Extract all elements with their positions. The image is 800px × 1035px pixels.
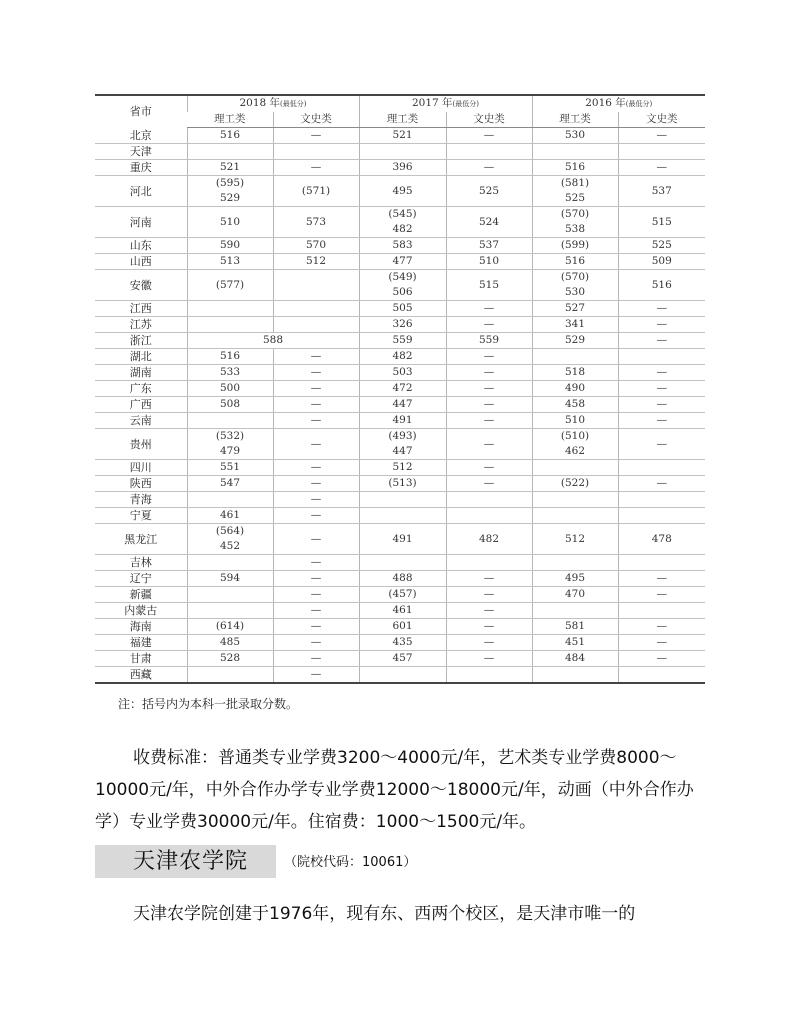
score-cell: — xyxy=(273,128,359,144)
table-row xyxy=(95,651,705,667)
score-cell: 488 xyxy=(359,571,446,587)
score-cell: — xyxy=(273,349,359,365)
score-cell: 484 xyxy=(532,651,618,667)
score-cell: 396 xyxy=(359,160,446,176)
year-header-2016: 2016 年(最低分) xyxy=(532,95,705,112)
category-header: 理工类 xyxy=(532,112,618,128)
score-cell: 533 xyxy=(187,365,273,381)
province-cell: 山西 xyxy=(95,254,187,270)
score-cell: 510 xyxy=(532,413,618,429)
table-row xyxy=(95,254,705,270)
score-cell xyxy=(532,460,618,476)
score-cell: 528 xyxy=(187,651,273,667)
score-cell: — xyxy=(273,651,359,667)
score-cell: — xyxy=(273,619,359,635)
score-cell: 559 xyxy=(446,333,532,349)
score-cell xyxy=(187,429,273,460)
score-cell: 512 xyxy=(359,460,446,476)
score-cell: 510 xyxy=(446,254,532,270)
score-cell: — xyxy=(618,651,705,667)
score-cell xyxy=(618,667,705,684)
province-cell: 安徽 xyxy=(95,270,187,301)
table-row xyxy=(95,429,705,460)
table-row xyxy=(95,301,705,317)
score-cell: 505 xyxy=(359,301,446,317)
score-cell xyxy=(532,349,618,365)
score-cell xyxy=(618,492,705,508)
score-cell: (522) xyxy=(532,476,618,492)
score-value: (570) xyxy=(560,208,590,220)
score-cell: — xyxy=(273,667,359,684)
province-cell: 内蒙古 xyxy=(95,603,187,619)
score-cell xyxy=(446,667,532,684)
score-cell: 470 xyxy=(532,587,618,603)
table-row xyxy=(95,176,705,207)
score-cell: 458 xyxy=(532,397,618,413)
score-cell: — xyxy=(273,429,359,460)
score-value: (545) xyxy=(388,208,417,220)
score-cell: 509 xyxy=(618,254,705,270)
score-cell: — xyxy=(273,413,359,429)
score-cell: 326 xyxy=(359,317,446,333)
score-cell xyxy=(618,144,705,160)
institution-code: （院校代码：10061） xyxy=(284,855,417,870)
score-cell: 515 xyxy=(618,207,705,238)
table-header-years xyxy=(95,95,705,112)
score-cell xyxy=(618,555,705,571)
table-row xyxy=(95,619,705,635)
score-value: 482 xyxy=(392,223,413,235)
table-row xyxy=(95,160,705,176)
province-cell: 浙江 xyxy=(95,333,187,349)
score-value: 447 xyxy=(392,445,413,457)
table-body xyxy=(95,128,705,684)
score-cell: — xyxy=(618,413,705,429)
score-cell: — xyxy=(273,508,359,524)
score-cell xyxy=(359,667,446,684)
score-cell xyxy=(359,492,446,508)
table-row xyxy=(95,555,705,571)
score-value: 452 xyxy=(219,540,241,552)
score-cell: 512 xyxy=(532,524,618,555)
score-cell: 461 xyxy=(359,603,446,619)
score-cell: — xyxy=(446,397,532,413)
category-header: 文史类 xyxy=(273,112,359,128)
score-cell: 482 xyxy=(359,349,446,365)
score-cell xyxy=(446,508,532,524)
score-cell xyxy=(187,176,273,207)
score-cell: 581 xyxy=(532,619,618,635)
score-cell: — xyxy=(618,476,705,492)
score-cell: 435 xyxy=(359,635,446,651)
score-cell: — xyxy=(618,317,705,333)
province-cell: 海南 xyxy=(95,619,187,635)
province-cell: 福建 xyxy=(95,635,187,651)
year-header-2018: 2018 年(最低分) xyxy=(187,95,359,112)
score-cell: 524 xyxy=(446,207,532,238)
province-cell: 甘肃 xyxy=(95,651,187,667)
province-cell: 四川 xyxy=(95,460,187,476)
province-cell: 江西 xyxy=(95,301,187,317)
score-cell: 477 xyxy=(359,254,446,270)
score-cell: — xyxy=(273,587,359,603)
province-cell: 广西 xyxy=(95,397,187,413)
table-row xyxy=(95,635,705,651)
score-cell: 594 xyxy=(187,571,273,587)
table-row xyxy=(95,524,705,555)
score-cell: 451 xyxy=(532,635,618,651)
score-cell xyxy=(187,144,273,160)
score-value: (493) xyxy=(388,430,417,442)
section-title: 天津农学院 xyxy=(133,849,249,874)
score-cell: 491 xyxy=(359,413,446,429)
score-cell: 537 xyxy=(618,176,705,207)
score-cell: — xyxy=(618,301,705,317)
score-cell: — xyxy=(273,524,359,555)
province-cell: 陕西 xyxy=(95,476,187,492)
table-row xyxy=(95,317,705,333)
province-cell: 贵州 xyxy=(95,429,187,460)
score-cell: 525 xyxy=(618,238,705,254)
score-cell xyxy=(532,508,618,524)
score-cell: — xyxy=(273,160,359,176)
score-cell: 583 xyxy=(359,238,446,254)
score-cell xyxy=(187,492,273,508)
score-cell: 503 xyxy=(359,365,446,381)
score-cell: 529 xyxy=(532,333,618,349)
score-cell xyxy=(273,317,359,333)
score-cell: — xyxy=(446,160,532,176)
province-cell: 湖南 xyxy=(95,365,187,381)
category-header: 文史类 xyxy=(618,112,705,128)
score-cell: — xyxy=(446,128,532,144)
score-value: 529 xyxy=(219,192,241,204)
score-value: (564) xyxy=(215,525,245,537)
table-row xyxy=(95,381,705,397)
score-cell: — xyxy=(618,333,705,349)
score-cell xyxy=(532,270,618,301)
score-cell: 516 xyxy=(532,254,618,270)
score-cell: (614) xyxy=(187,619,273,635)
score-cell xyxy=(532,555,618,571)
score-cell: — xyxy=(273,555,359,571)
score-cell xyxy=(618,603,705,619)
score-cell: — xyxy=(618,365,705,381)
score-cell xyxy=(273,301,359,317)
table-row xyxy=(95,667,705,684)
table-row xyxy=(95,128,705,144)
score-cell: — xyxy=(446,476,532,492)
category-header: 文史类 xyxy=(446,112,532,128)
score-cell xyxy=(359,508,446,524)
score-value: (532) xyxy=(215,430,245,442)
score-cell: — xyxy=(446,365,532,381)
score-value: 525 xyxy=(564,192,586,204)
score-cell xyxy=(532,603,618,619)
score-cell: 551 xyxy=(187,460,273,476)
score-cell: — xyxy=(446,603,532,619)
province-cell: 河南 xyxy=(95,207,187,238)
score-cell xyxy=(187,603,273,619)
score-cell: — xyxy=(273,365,359,381)
score-cell: 559 xyxy=(359,333,446,349)
province-cell: 河北 xyxy=(95,176,187,207)
score-cell xyxy=(446,492,532,508)
score-cell: 547 xyxy=(187,476,273,492)
intro-text xyxy=(95,898,715,930)
score-cell: 478 xyxy=(618,524,705,555)
score-cell xyxy=(618,460,705,476)
score-cell xyxy=(532,176,618,207)
score-cell: 508 xyxy=(187,397,273,413)
category-header: 理工类 xyxy=(359,112,446,128)
score-cell: 537 xyxy=(446,238,532,254)
table-row xyxy=(95,413,705,429)
score-cell: — xyxy=(446,619,532,635)
table-row xyxy=(95,571,705,587)
table-note: 注：括号内为本科一批录取分数。 xyxy=(118,697,299,711)
score-cell xyxy=(618,508,705,524)
score-cell: — xyxy=(273,492,359,508)
score-cell: (457) xyxy=(359,587,446,603)
province-cell: 云南 xyxy=(95,413,187,429)
province-cell: 重庆 xyxy=(95,160,187,176)
table-row xyxy=(95,144,705,160)
fee-standard xyxy=(95,742,705,838)
table-row xyxy=(95,270,705,301)
score-cell xyxy=(273,144,359,160)
score-value: (549) xyxy=(388,271,417,283)
score-cell: 495 xyxy=(532,571,618,587)
province-cell: 辽宁 xyxy=(95,571,187,587)
score-cell xyxy=(532,207,618,238)
score-cell xyxy=(359,429,446,460)
score-cell: — xyxy=(446,429,532,460)
score-cell xyxy=(359,270,446,301)
year-header-2017: 2017 年(最低分) xyxy=(359,95,532,112)
score-value: 479 xyxy=(219,445,241,457)
province-cell: 广东 xyxy=(95,381,187,397)
table-row xyxy=(95,349,705,365)
score-cell xyxy=(187,555,273,571)
score-cell: 516 xyxy=(532,160,618,176)
score-value: 530 xyxy=(564,286,586,298)
score-cell: 515 xyxy=(446,270,532,301)
score-cell xyxy=(532,429,618,460)
score-cell: 516 xyxy=(618,270,705,301)
score-cell: — xyxy=(618,635,705,651)
score-cell: 491 xyxy=(359,524,446,555)
score-cell: (599) xyxy=(532,238,618,254)
score-cell: 590 xyxy=(187,238,273,254)
score-cell: 530 xyxy=(532,128,618,144)
score-cell: — xyxy=(273,460,359,476)
score-cell: — xyxy=(446,651,532,667)
score-cell: — xyxy=(273,603,359,619)
score-cell xyxy=(359,207,446,238)
score-cell: 513 xyxy=(187,254,273,270)
score-cell: 521 xyxy=(359,128,446,144)
score-cell: (571) xyxy=(273,176,359,207)
score-cell: 521 xyxy=(187,160,273,176)
score-cell: 516 xyxy=(187,128,273,144)
table-row xyxy=(95,587,705,603)
score-cell: — xyxy=(446,381,532,397)
score-cell: — xyxy=(618,587,705,603)
score-cell: — xyxy=(446,587,532,603)
score-cell: 482 xyxy=(446,524,532,555)
province-header: 省市 xyxy=(95,95,187,128)
score-cell: 512 xyxy=(273,254,359,270)
score-cell xyxy=(187,524,273,555)
table-row xyxy=(95,603,705,619)
table-row xyxy=(95,476,705,492)
score-cell: — xyxy=(446,349,532,365)
intro-paragraph: 天津农学院创建于1976年，现有东、西两个校区，是天津市唯一的 xyxy=(133,904,636,924)
score-value: (581) xyxy=(560,177,590,189)
province-cell: 黑龙江 xyxy=(95,524,187,555)
score-cell: 447 xyxy=(359,397,446,413)
score-cell xyxy=(187,667,273,684)
province-cell: 江苏 xyxy=(95,317,187,333)
table-row xyxy=(95,492,705,508)
score-cell xyxy=(273,270,359,301)
score-cell xyxy=(187,301,273,317)
score-cell: 485 xyxy=(187,635,273,651)
score-cell: 510 xyxy=(187,207,273,238)
score-cell: 525 xyxy=(446,176,532,207)
fee-paragraph: 收费标准：普通类专业学费3200～4000元/年，艺术类专业学费8000～10000元/年，中外合作办学专业学费12000～18000元/年，动画（中外合作办学）专业学费30000元/年。住宿费：1000～1500元/年。 xyxy=(95,748,694,832)
score-cell: 472 xyxy=(359,381,446,397)
score-cell: — xyxy=(618,619,705,635)
score-value: 506 xyxy=(392,286,413,298)
province-cell: 新疆 xyxy=(95,587,187,603)
score-cell-merged: 588 xyxy=(187,333,359,349)
score-cell: — xyxy=(618,160,705,176)
admission-score-table xyxy=(95,94,705,684)
score-cell: 457 xyxy=(359,651,446,667)
score-cell: 527 xyxy=(532,301,618,317)
province-cell: 湖北 xyxy=(95,349,187,365)
table-row xyxy=(95,238,705,254)
score-value: (570) xyxy=(560,271,590,283)
score-cell: 601 xyxy=(359,619,446,635)
province-cell: 北京 xyxy=(95,128,187,144)
score-value: (595) xyxy=(215,177,245,189)
score-cell: 518 xyxy=(532,365,618,381)
score-cell: 495 xyxy=(359,176,446,207)
score-cell: — xyxy=(446,460,532,476)
province-cell: 山东 xyxy=(95,238,187,254)
score-cell: 573 xyxy=(273,207,359,238)
score-cell: 516 xyxy=(187,349,273,365)
province-cell: 西藏 xyxy=(95,667,187,684)
province-cell: 天津 xyxy=(95,144,187,160)
table-row xyxy=(95,460,705,476)
score-cell: 341 xyxy=(532,317,618,333)
score-cell: — xyxy=(618,571,705,587)
province-cell: 吉林 xyxy=(95,555,187,571)
score-cell: 461 xyxy=(187,508,273,524)
score-cell: — xyxy=(273,397,359,413)
score-cell xyxy=(618,349,705,365)
score-cell: — xyxy=(273,635,359,651)
score-cell xyxy=(187,317,273,333)
table-row xyxy=(95,508,705,524)
score-cell: 500 xyxy=(187,381,273,397)
score-cell xyxy=(446,144,532,160)
score-value: 462 xyxy=(564,445,586,457)
score-cell: (577) xyxy=(187,270,273,301)
score-cell xyxy=(532,144,618,160)
table-row xyxy=(95,333,705,349)
score-cell: — xyxy=(273,476,359,492)
table-row xyxy=(95,365,705,381)
score-cell: — xyxy=(618,128,705,144)
province-cell: 青海 xyxy=(95,492,187,508)
score-cell: — xyxy=(618,429,705,460)
score-cell: 490 xyxy=(532,381,618,397)
score-cell: — xyxy=(273,571,359,587)
table-header-categories xyxy=(95,112,705,128)
score-cell: — xyxy=(273,381,359,397)
score-cell: — xyxy=(446,413,532,429)
category-header: 理工类 xyxy=(187,112,273,128)
score-value: 538 xyxy=(564,223,586,235)
score-cell: — xyxy=(446,571,532,587)
score-cell: — xyxy=(618,381,705,397)
score-cell xyxy=(532,492,618,508)
score-cell: 570 xyxy=(273,238,359,254)
score-cell: — xyxy=(446,317,532,333)
score-cell xyxy=(359,555,446,571)
table-row xyxy=(95,207,705,238)
score-cell: — xyxy=(618,397,705,413)
score-cell: — xyxy=(446,301,532,317)
province-cell: 宁夏 xyxy=(95,508,187,524)
score-cell xyxy=(187,413,273,429)
score-cell: (513) xyxy=(359,476,446,492)
score-cell xyxy=(532,667,618,684)
score-cell: — xyxy=(446,635,532,651)
table-row xyxy=(95,397,705,413)
score-cell xyxy=(446,555,532,571)
score-cell xyxy=(359,144,446,160)
score-cell xyxy=(187,587,273,603)
score-value: (510) xyxy=(560,430,590,442)
